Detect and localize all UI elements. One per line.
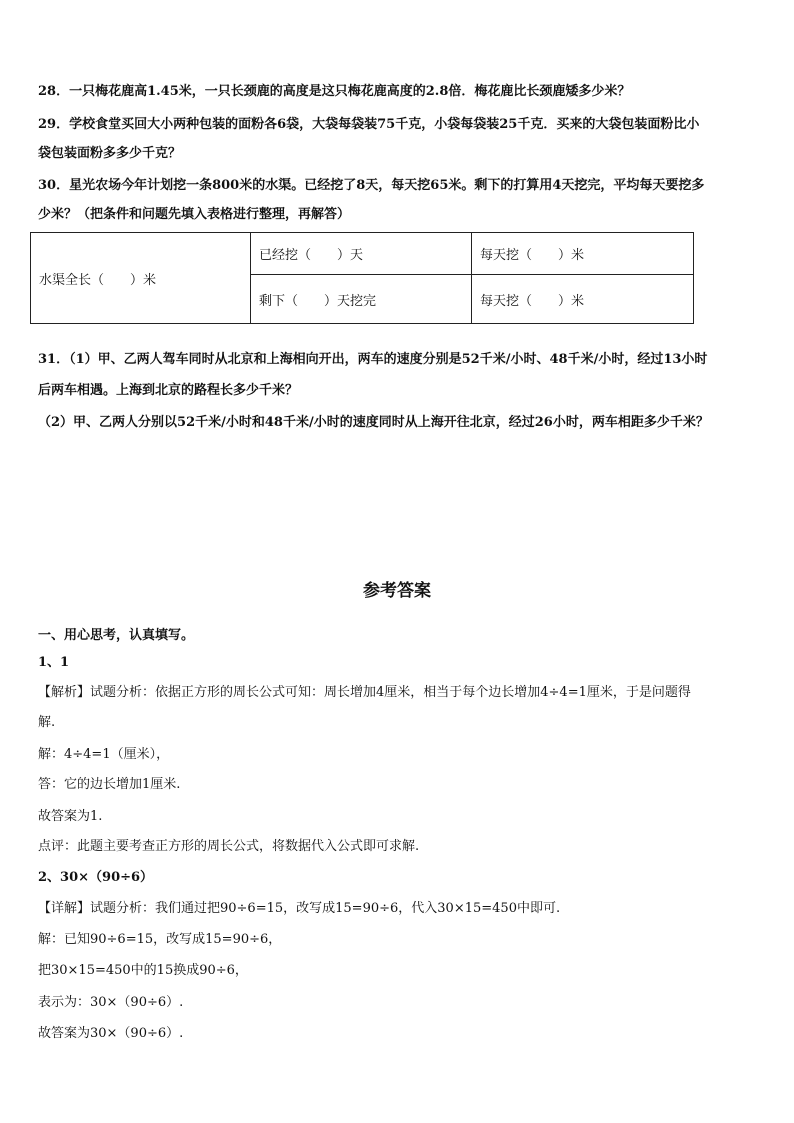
cell-meters-per-day-remaining: 每天挖（ ）米 bbox=[472, 275, 694, 324]
answer-1-analysis-line-1: 【解析】试题分析：依据正方形的周长公式可知：周长增加4厘米，相当于每个边长增加4÷4=1厘米，于是问题得 bbox=[38, 685, 691, 700]
answer-2-head: 2、30×（90÷6） bbox=[38, 870, 154, 885]
answer-2-solve: 解：已知90÷6=15，改写成15=90÷6， bbox=[38, 932, 282, 947]
answer-1-head: 1、1 bbox=[38, 655, 70, 670]
question-31-2: （2）甲、乙两人分别以52千米/小时和48千米/小时的速度同时从上海开往北京，经过26小时，两车相距多少千米？ bbox=[38, 415, 709, 430]
answer-2-express: 表示为：30×（90÷6）. bbox=[38, 995, 184, 1010]
question-29-line-2: 袋包装面粉多多少千克？ bbox=[38, 146, 182, 161]
answer-2-analysis: 【详解】试题分析：我们通过把90÷6=15，改写成15=90÷6，代入30×15=450中即可. bbox=[38, 901, 561, 916]
answer-1-reply: 答：它的边长增加1厘米. bbox=[38, 777, 181, 792]
answer-1-final: 故答案为1. bbox=[38, 809, 103, 824]
answer-1-solve: 解：4÷4=1（厘米）， bbox=[38, 747, 170, 762]
answer-2-step: 把30×15=450中的15换成90÷6， bbox=[38, 963, 248, 978]
answer-1-comment: 点评：此题主要考查正方形的周长公式，将数据代入公式即可求解. bbox=[38, 839, 420, 854]
answer-2-final: 故答案为30×（90÷6）. bbox=[38, 1026, 184, 1041]
canal-info-table bbox=[30, 232, 694, 324]
question-31-1-line-1: 31．（1）甲、乙两人驾车同时从北京和上海相向开出，两车的速度分别是52千米/小时、48千米/小时，经过13小时 bbox=[38, 352, 708, 367]
cell-meters-per-day-dug: 每天挖（ ）米 bbox=[472, 233, 694, 275]
cell-canal-total-length: 水渠全长（ ）米 bbox=[31, 233, 251, 324]
question-28: 28．一只梅花鹿高1.45米，一只长颈鹿的高度是这只梅花鹿高度的2.8倍．梅花鹿比长颈鹿矮多少米？ bbox=[38, 84, 631, 99]
answers-title: 参考答案 bbox=[363, 581, 431, 601]
question-31-1-line-2: 后两车相遇。上海到北京的路程长多少千米？ bbox=[38, 383, 299, 398]
question-30-line-1: 30．星光农场今年计划挖一条800米的水渠。已经挖了8天，每天挖65米。剩下的打算用4天挖完，平均每天要挖多 bbox=[38, 178, 705, 193]
cell-remaining-days: 剩下（ ）天挖完 bbox=[251, 275, 472, 324]
question-29-line-1: 29．学校食堂买回大小两种包装的面粉各6袋，大袋每袋装75千克，小袋每袋装25千克．买来的大袋包装面粉比小 bbox=[38, 117, 700, 132]
answers-section-1: 一、用心思考，认真填写。 bbox=[38, 628, 195, 643]
question-30-line-2: 少米？（把条件和问题先填入表格进行整理，再解答） bbox=[38, 207, 351, 222]
cell-days-dug: 已经挖（ ）天 bbox=[251, 233, 472, 275]
answer-1-analysis-line-2: 解. bbox=[38, 715, 56, 730]
